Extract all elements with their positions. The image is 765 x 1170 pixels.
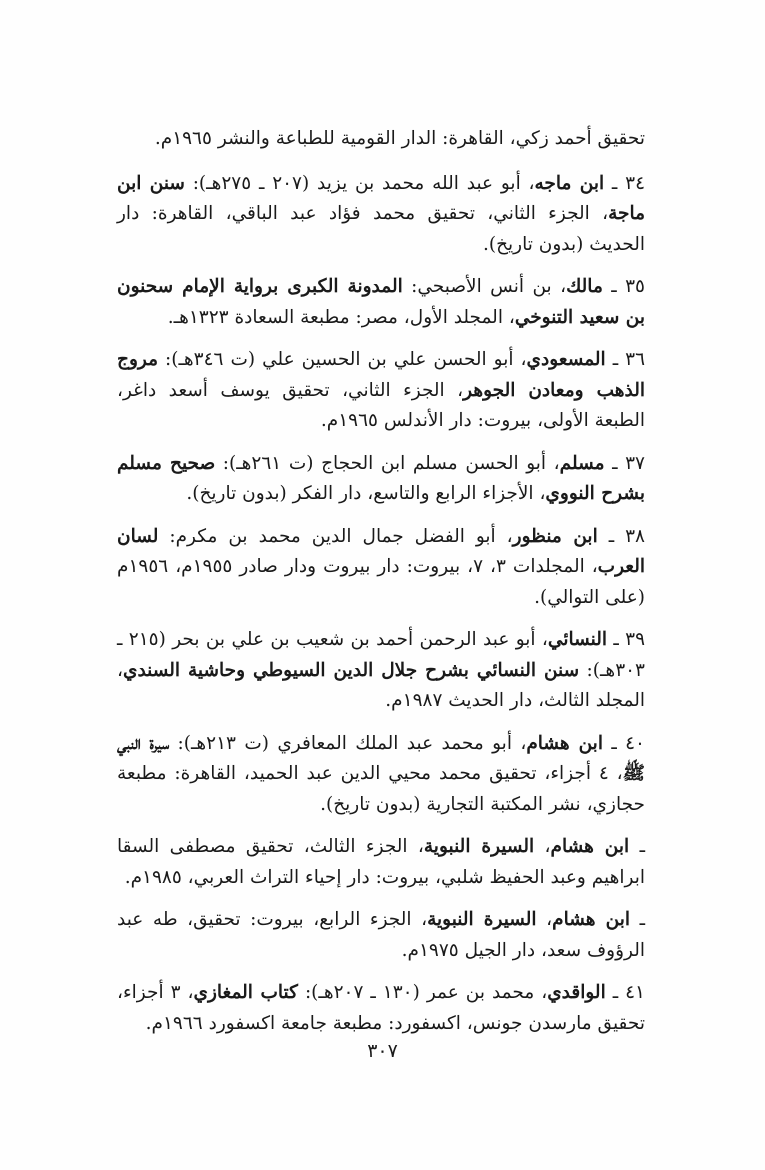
entry-author: ابن هشام bbox=[552, 909, 630, 930]
entry-number: ٤٠ bbox=[625, 732, 645, 754]
entry-publication: ، ٤ أجزاء، تحقيق محمد محيي الدين عبد الحميد، القاهرة: مطبعة حجازي، نشر المكتبة التجارية (بدون تاريخ). bbox=[117, 763, 645, 815]
entry-details: ، بن أنس الأصبحي: bbox=[402, 276, 567, 297]
bibliography-entry-40-sub-2 bbox=[117, 905, 645, 966]
entry-author: مالك bbox=[566, 276, 603, 297]
entry-author: المسعودي bbox=[526, 349, 606, 370]
entry-details: ، أبو الحسن علي بن الحسين علي (ت ٣٤٦هـ): bbox=[158, 349, 527, 370]
entry-details: ، bbox=[534, 836, 551, 857]
bibliography-entry-38 bbox=[117, 522, 645, 614]
entry-title: لسان العرب bbox=[117, 525, 645, 577]
entry-dash: ـ bbox=[602, 276, 626, 297]
bibliography-entry-39 bbox=[117, 625, 645, 717]
entry-author: ابن منظور bbox=[512, 525, 598, 547]
entry-publication: ، المجلد الثالث، دار الحديث ١٩٨٧م. bbox=[117, 659, 645, 711]
entry-dash: ـ bbox=[606, 629, 626, 650]
bibliography-entry-35 bbox=[117, 272, 645, 333]
entry-dash: ـ bbox=[602, 732, 626, 754]
entry-number: ٣٩ bbox=[625, 629, 646, 650]
entry-text: تحقيق أحمد زكي، القاهرة: الدار القومية للطباعة والنشر ١٩٦٥م. bbox=[154, 128, 645, 149]
bibliography-entry-40-sub-1 bbox=[117, 832, 645, 893]
entry-dash: ـ bbox=[604, 172, 626, 194]
entry-title: صحيح مسلم بشرح النووي bbox=[117, 452, 645, 504]
entry-author: ابن ماجه bbox=[534, 172, 605, 194]
entry-title: سنن ابن ماجة bbox=[117, 172, 645, 224]
bibliography-entry-continuation bbox=[117, 124, 645, 155]
bibliography-entry-34 bbox=[117, 169, 645, 261]
entry-details: ، أبو محمد عبد الملك المعافري (ت ٢١٣هـ): bbox=[169, 732, 527, 754]
entry-details: ، أبو عبد الرحمن أحمد بن شعيب بن علي بن بحر (٢١٥ ـ ٣٠٣هـ): bbox=[117, 629, 645, 681]
entry-title: سنن النسائي بشرح جلال الدين السيوطي وحاشية السندي bbox=[122, 659, 580, 681]
entry-title: المدونة الكبرى برواية الإمام سحنون بن سعيد التنوخي bbox=[117, 276, 645, 328]
entry-title: سيرة النبي ﷺ bbox=[117, 732, 645, 784]
entry-publication: ، المجلد الأول، مصر: مطبعة السعادة ١٣٢٣هـ. bbox=[167, 306, 515, 328]
entry-dash: ـ bbox=[605, 982, 626, 1003]
entry-dash: ـ bbox=[597, 525, 626, 547]
bibliography-entry-36 bbox=[117, 345, 645, 437]
entry-publication: ، الجزء الثاني، تحقيق محمد فؤاد عبد الباقي، القاهرة: دار الحديث (بدون تاريخ). bbox=[117, 203, 645, 255]
page-number: ٣٠٧ bbox=[367, 1040, 398, 1062]
entry-author: ابن هشام bbox=[526, 732, 603, 754]
entry-details: ، محمد بن عمر (١٣٠ ـ ٢٠٧هـ): bbox=[297, 982, 548, 1003]
entry-author: ابن هشام bbox=[550, 836, 630, 857]
entry-publication: ، الأجزاء الرابع والتاسع، دار الفكر (بدون تاريخ). bbox=[186, 483, 546, 504]
bibliography-entry-41 bbox=[117, 978, 645, 1039]
bibliography-entry-40 bbox=[117, 729, 645, 821]
entry-number: ٣٧ bbox=[625, 452, 645, 474]
entry-publication: ، الجزء الثالث، تحقيق مصطفى السقا ابراهيم وعبد الحفيظ شلبي، بيروت: دار إحياء التراث العربي، ١٩٨٥م. bbox=[117, 836, 645, 888]
entry-author: مسلم bbox=[559, 452, 605, 474]
bibliography-entry-37 bbox=[117, 449, 645, 510]
entry-title: السيرة النبوية bbox=[423, 836, 535, 857]
entry-author: النسائي bbox=[547, 629, 607, 650]
entry-details: ، bbox=[536, 909, 553, 930]
entry-number: ٣٦ bbox=[625, 349, 646, 370]
entry-dash: ـ bbox=[605, 349, 626, 370]
entry-title: كتاب المغازي bbox=[193, 982, 298, 1003]
entry-title: السيرة النبوية bbox=[427, 909, 537, 930]
entry-author: الواقدي bbox=[547, 982, 606, 1003]
entry-title: مروج الذهب ومعادن الجوهر bbox=[117, 349, 645, 401]
entry-number: ٤١ bbox=[625, 982, 645, 1003]
entry-dash: ـ bbox=[604, 452, 626, 474]
entry-details: ، أبو الحسن مسلم ابن الحجاج (ت ٢٦١هـ): bbox=[215, 452, 560, 474]
entry-publication: ، ٣ أجزاء، تحقيق مارسدن جونس، اكسفورد: مطبعة جامعة اكسفورد ١٩٦٦م. bbox=[117, 982, 645, 1034]
entry-details: ، أبو عبد الله محمد بن يزيد (٢٠٧ ـ ٢٧٥هـ): bbox=[184, 172, 535, 194]
entry-dash: ـ bbox=[629, 836, 645, 857]
bibliography-list bbox=[117, 124, 645, 1051]
entry-publication: ، الجزء الرابع، بيروت: تحقيق، طه عبد الرؤوف سعد، دار الجيل ١٩٧٥م. bbox=[117, 909, 645, 961]
entry-number: ٣٤ bbox=[625, 172, 646, 194]
entry-number: ٣٥ bbox=[625, 276, 645, 297]
entry-dash: ـ bbox=[630, 909, 645, 930]
entry-publication: ، المجلدات ٣، ٧، بيروت: دار بيروت ودار صادر ١٩٥٥م، ١٩٥٦م (على التوالي). bbox=[117, 556, 645, 608]
entry-publication: ، الجزء الثاني، تحقيق يوسف أسعد داغر، الطبعة الأولى، بيروت: دار الأندلس ١٩٦٥م. bbox=[117, 379, 645, 431]
entry-number: ٣٨ bbox=[625, 525, 645, 547]
entry-details: ، أبو الفضل جمال الدين محمد بن مكرم: bbox=[158, 525, 513, 547]
